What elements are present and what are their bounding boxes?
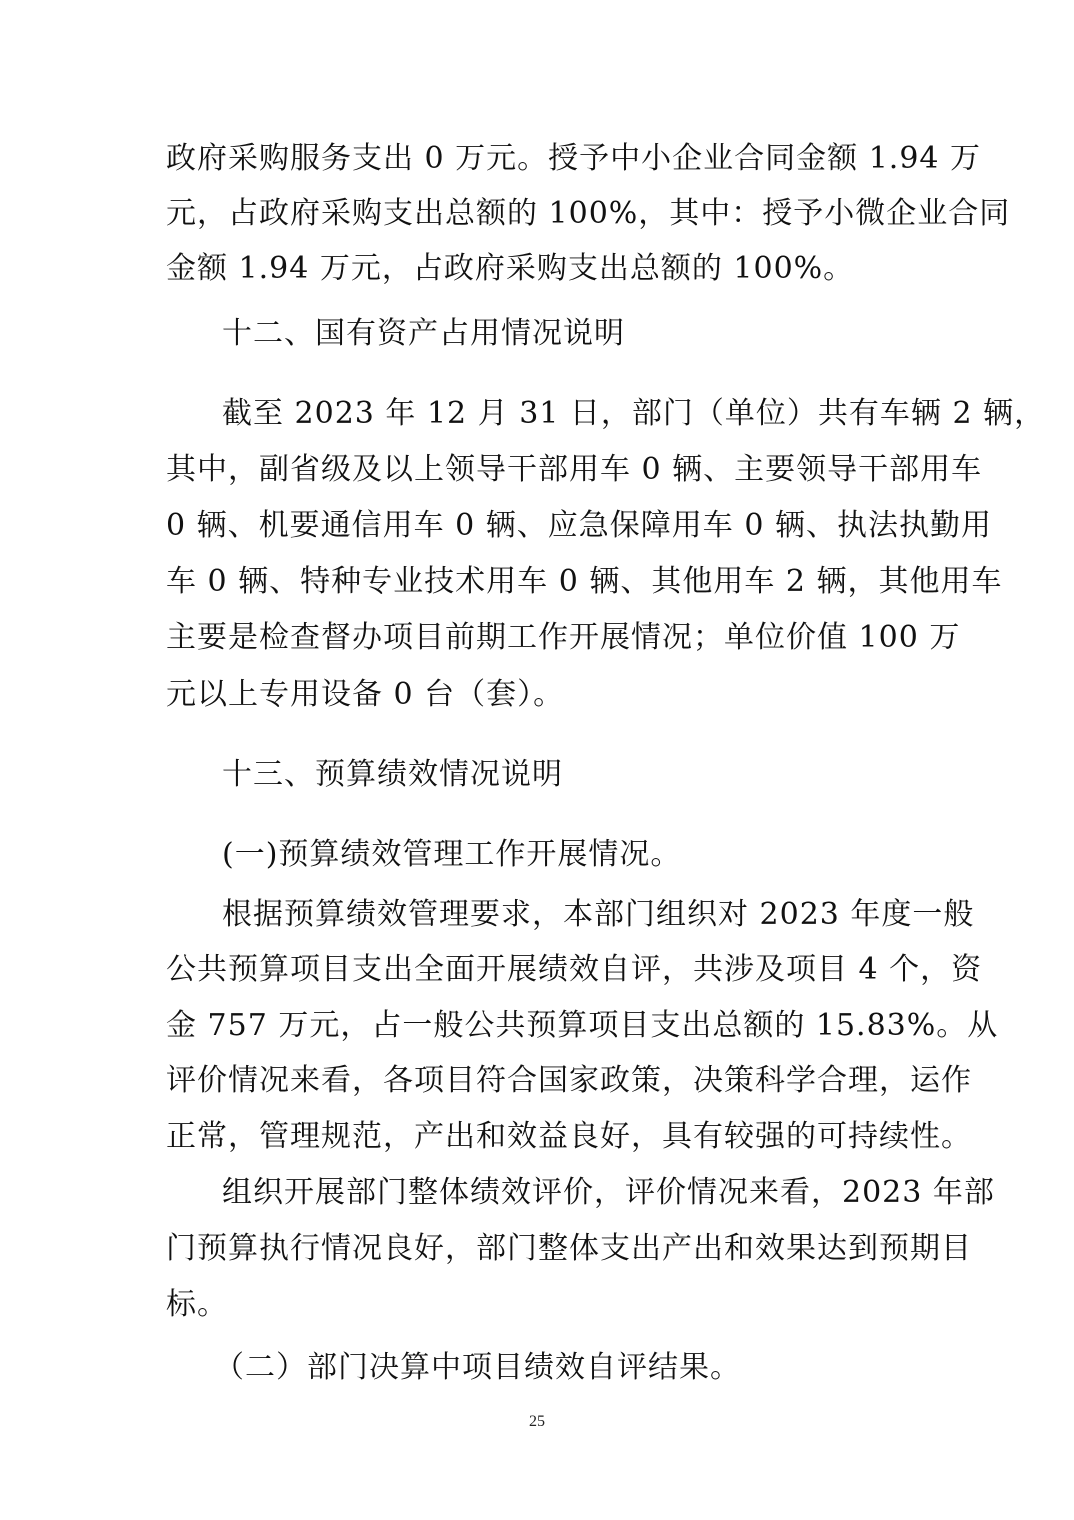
paragraph-line: 元，占政府采购支出总额的 100%，其中：授予小微企业合同 xyxy=(166,196,1011,231)
subsection-heading-1: (一)预算绩效管理工作开展情况。 xyxy=(222,837,682,872)
paragraph-line: 金 757 万元，占一般公共预算项目支出总额的 15.83%。从 xyxy=(166,1008,999,1043)
section-heading-13: 十三、预算绩效情况说明 xyxy=(222,757,563,792)
paragraph-line: 组织开展部门整体绩效评价，评价情况来看，2023 年部 xyxy=(222,1175,995,1210)
paragraph-line: 门预算执行情况良好，部门整体支出产出和效果达到预期目 xyxy=(166,1231,972,1266)
section-heading-12: 十二、国有资产占用情况说明 xyxy=(222,316,625,351)
paragraph-line: 正常，管理规范，产出和效益良好，具有较强的可持续性。 xyxy=(166,1119,972,1154)
paragraph-line: 政府采购服务支出 0 万元。授予中小企业合同金额 1.94 万 xyxy=(166,141,982,176)
paragraph-line: 评价情况来看，各项目符合国家政策，决策科学合理，运作 xyxy=(166,1063,972,1098)
paragraph-line: 元以上专用设备 0 台（套）。 xyxy=(166,677,565,712)
paragraph-line: 标。 xyxy=(166,1287,228,1322)
paragraph-line: 车 0 辆、特种专业技术用车 0 辆、其他用车 2 辆，其他用车 xyxy=(166,564,1003,599)
subsection-heading-2: （二）部门决算中项目绩效自评结果。 xyxy=(214,1350,741,1385)
paragraph-line: 0 辆、机要通信用车 0 辆、应急保障用车 0 辆、执法执勤用 xyxy=(166,508,992,543)
paragraph-line: 主要是检查督办项目前期工作开展情况；单位价值 100 万 xyxy=(166,620,961,655)
paragraph-line: 公共预算项目支出全面开展绩效自评，共涉及项目 4 个，资 xyxy=(166,952,983,987)
paragraph-line: 金额 1.94 万元，占政府采购支出总额的 100%。 xyxy=(166,251,855,286)
page-number: 25 xyxy=(529,1413,545,1430)
paragraph-line: 其中，副省级及以上领导干部用车 0 辆、主要领导干部用车 xyxy=(166,452,983,487)
paragraph-line: 根据预算绩效管理要求，本部门组织对 2023 年度一般 xyxy=(222,897,975,932)
paragraph-line: 截至 2023 年 12 月 31 日，部门（单位）共有车辆 2 辆， xyxy=(222,396,1046,431)
